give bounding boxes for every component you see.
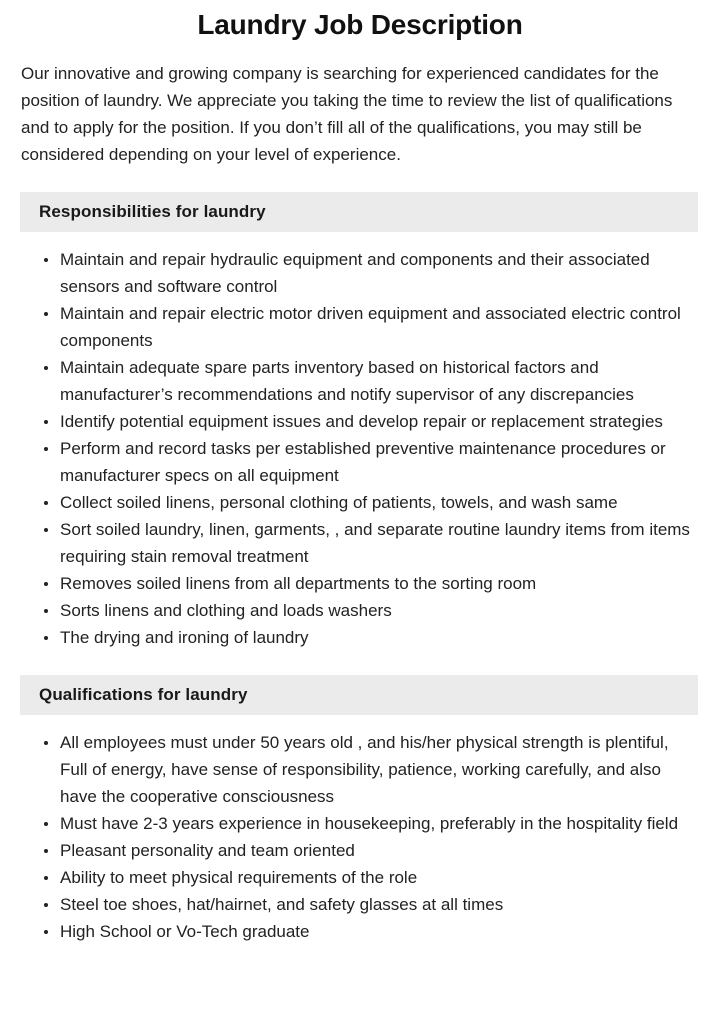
list-item: Steel toe shoes, hat/hairnet, and safety glasses at all times xyxy=(44,891,698,918)
list-item: The drying and ironing of laundry xyxy=(44,624,698,651)
list-item: High School or Vo-Tech graduate xyxy=(44,918,698,945)
list-item: Ability to meet physical requirements of the role xyxy=(44,864,698,891)
page-title: Laundry Job Description xyxy=(197,9,523,40)
list-item: Identify potential equipment issues and develop repair or replacement strategies xyxy=(44,408,698,435)
list-item: Maintain and repair hydraulic equipment and components and their associated sensors and software control xyxy=(44,246,698,300)
section-qualifications xyxy=(0,675,720,945)
list-item: Collect soiled linens, personal clothing of patients, towels, and wash same xyxy=(44,489,698,516)
qualifications-list xyxy=(0,715,720,945)
section-responsibilities xyxy=(0,192,720,651)
list-item: All employees must under 50 years old , and his/her physical strength is plentiful, Full of energy, have sense of responsibility, patience, working carefully, and also have the cooperative consciousness xyxy=(44,729,698,810)
section-heading-label: Qualifications for laundry xyxy=(39,685,248,704)
section-heading-label: Responsibilities for laundry xyxy=(39,202,266,221)
list-item: Sorts linens and clothing and loads washers xyxy=(44,597,698,624)
responsibilities-list xyxy=(0,232,720,651)
bottom-spacer xyxy=(0,945,720,973)
list-item: Must have 2-3 years experience in housekeeping, preferably in the hospitality field xyxy=(44,810,698,837)
section-header-qualifications xyxy=(20,675,698,715)
list-item: Sort soiled laundry, linen, garments, , and separate routine laundry items from items requiring stain removal treatment xyxy=(44,516,698,570)
list-item: Removes soiled linens from all departments to the sorting room xyxy=(44,570,698,597)
list-item: Maintain adequate spare parts inventory based on historical factors and manufacturer’s recommendations and notify supervisor of any discrepancies xyxy=(44,354,698,408)
list-item: Pleasant personality and team oriented xyxy=(44,837,698,864)
list-item: Perform and record tasks per established preventive maintenance procedures or manufacturer specs on all equipment xyxy=(44,435,698,489)
section-header-responsibilities xyxy=(20,192,698,232)
intro-paragraph: Our innovative and growing company is searching for experienced candidates for the position of laundry. We appreciate you taking the time to review the list of qualifications and to apply for the position. If you don’t fill all of the qualifications, you may still be considered depending on your level of experience. xyxy=(21,64,673,164)
list-item: Maintain and repair electric motor driven equipment and associated electric control components xyxy=(44,300,698,354)
